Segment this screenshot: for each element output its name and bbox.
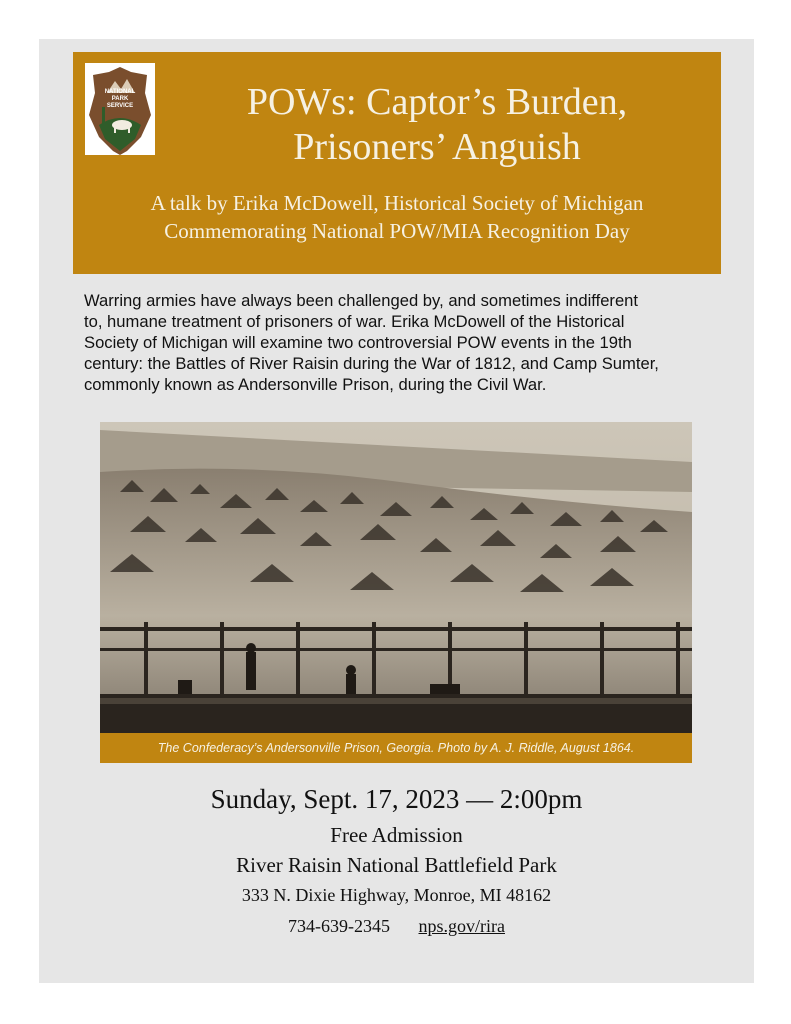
event-date: Sunday, Sept. 17, 2023 — 2:00pm <box>210 784 583 814</box>
flyer <box>39 39 754 983</box>
speaker-subtitle: A talk by Erika McDowell, Historical Society of Michigan <box>150 191 644 215</box>
photo-caption: The Confederacy’s Andersonville Prison, Georgia. Photo by A. J. Riddle, August 1864. <box>100 733 692 763</box>
description-line: to, humane treatment of prisoners of war. Erika McDowell of the Historical <box>84 312 625 331</box>
andersonville-photo <box>100 422 692 763</box>
logo-text-line3: SERVICE <box>106 103 134 109</box>
description-line: Society of Michigan will examine two controversial POW events in the 19th <box>84 333 632 352</box>
description-line: century: the Battles of River Raisin during the War of 1812, and Camp Sumter, <box>84 354 659 373</box>
event-address: 333 N. Dixie Highway, Monroe, MI 48162 <box>241 885 552 905</box>
event-contact <box>39 915 754 937</box>
nps-arrowhead-icon <box>85 63 155 155</box>
logo-text-line1: NATIONAL <box>104 89 136 95</box>
nps-logo <box>85 63 155 155</box>
title-line-1: POWs: Captor’s Burden, <box>246 81 628 123</box>
event-admission: Free Admission <box>330 823 463 847</box>
event-phone: 734-639-2345 <box>288 916 390 936</box>
event-website-link[interactable]: nps.gov/rira <box>418 916 505 936</box>
event-venue: River Raisin National Battlefield Park <box>236 853 557 877</box>
description-line: commonly known as Andersonville Prison, during the Civil War. <box>84 375 547 394</box>
event-description <box>84 290 744 395</box>
header-banner <box>73 52 721 274</box>
page-title <box>163 80 711 170</box>
commemoration-subtitle: Commemorating National POW/MIA Recognition Day <box>164 219 630 243</box>
description-line: Warring armies have always been challenged by, and sometimes indifferent <box>84 291 639 310</box>
logo-text-line2: PARK <box>111 96 129 102</box>
title-line-2: Prisoners’ Anguish <box>293 126 581 168</box>
